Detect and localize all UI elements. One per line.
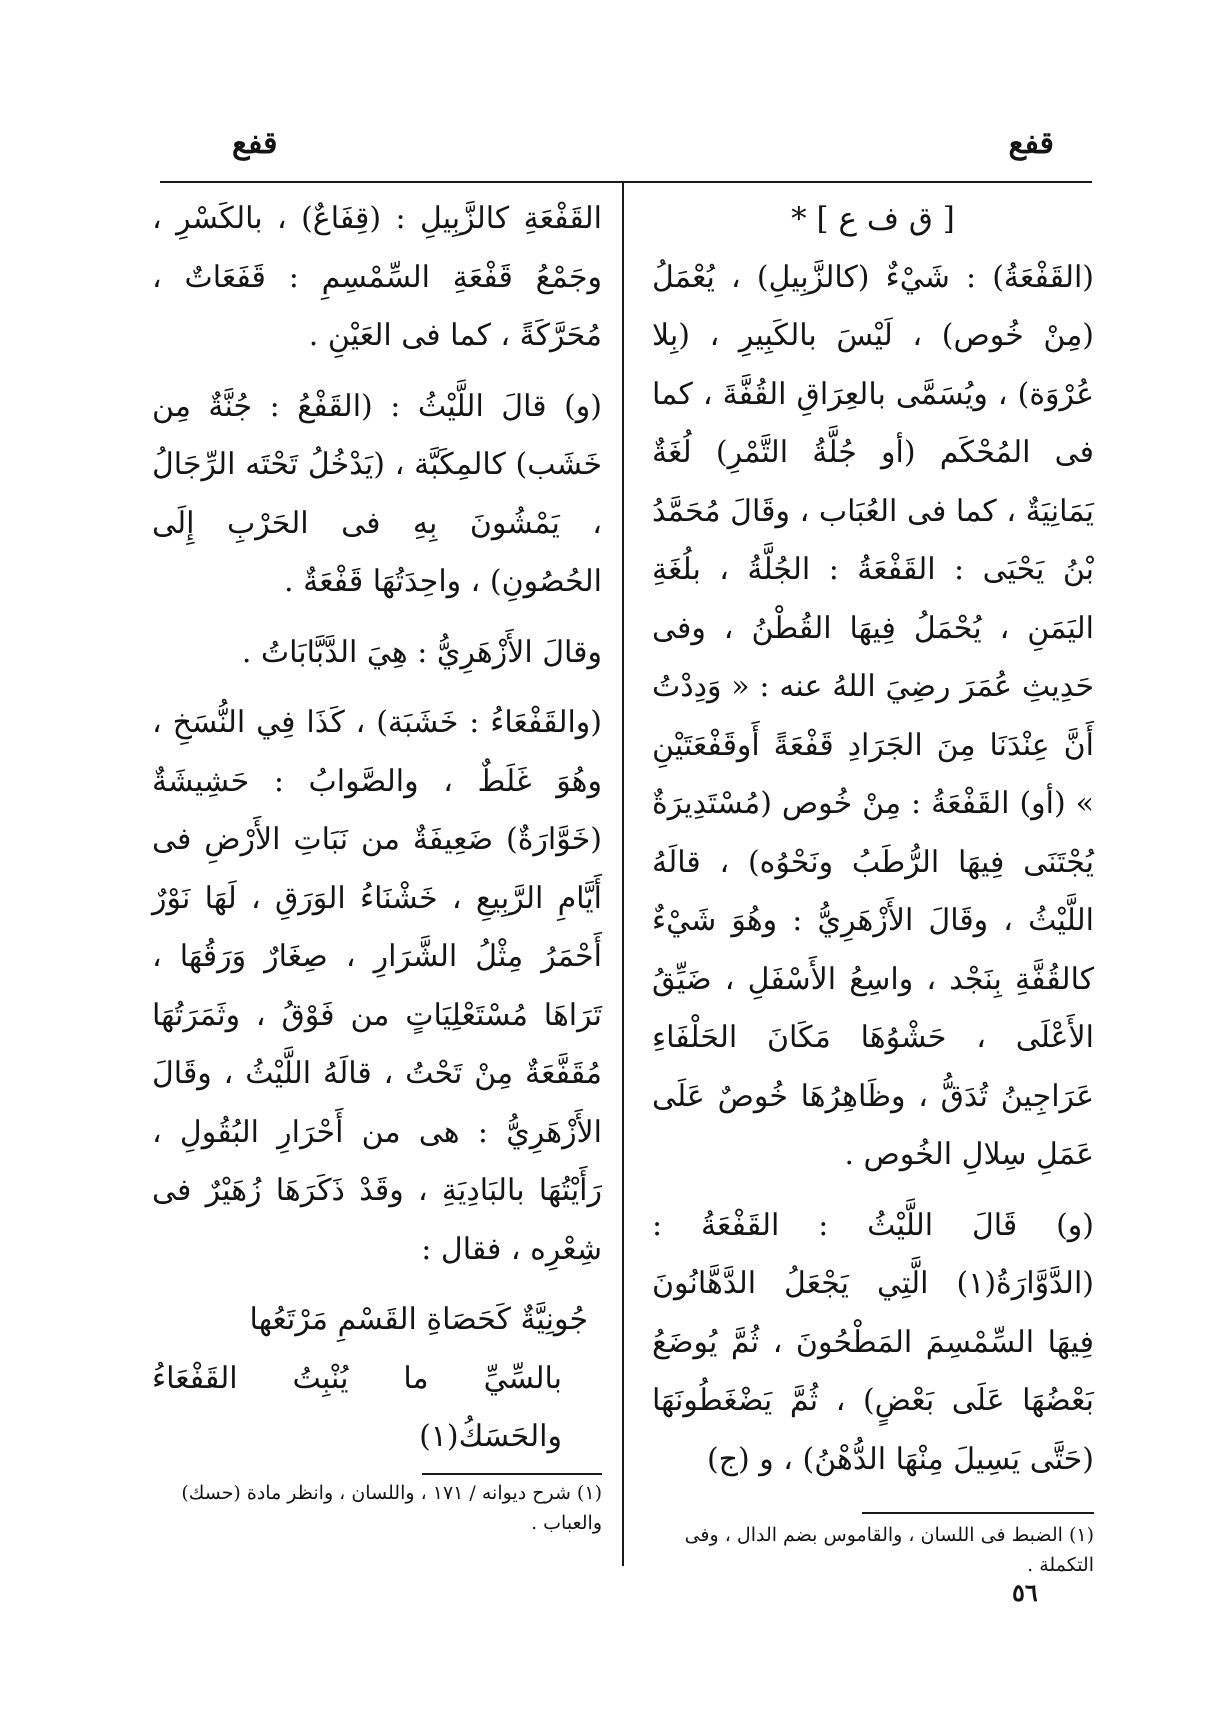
footnote-right: (١) الضبط فى اللسان ، والقاموس بضم الدال ، وفى التكملة . [684, 1524, 1094, 1576]
root-heading: [ ق ف ع ] * [791, 201, 955, 237]
entry-paragraph: (والقَفْعَاءُ : خَشَبَة) ، كَذَا فِي النُّسَخِ ، وهُوَ غَلَطٌ ، والصَّوابُ : حَشِيشَةٌ (خَوَّارَةٌ) ضَعِيفَةٌ من نَبَاتِ الأَرْضِ فى أَيَّامِ الرَّبِيعِ ، خَشْنَاءُ الوَرَقِ ، لَهَا نَوْرٌ أَحْمَرُ مِثْلُ الشَّرَارِ ، صِغَارٌ وَرَقُهَا ، تَرَاهَا مُسْتَعْلِيَاتٍ من فَوْقُ ، وثَمَرَتُهَا مُقَفَّعَةٌ مِنْ تَحْتُ ، قالَهُ اللَّيْثُ ، وقَالَ الأَزْهَرِيُّ : هى من أَحْرَارِ البُقُولِ ، رَأَيْتُهَا بالبَادِيَةِ ، وقَدْ ذَكَرَهَا زُهَيْرٌ فى شِعْرِه ، فقال : [152, 705, 602, 1267]
column-divider [622, 181, 624, 1566]
right-column [652, 190, 1094, 1501]
header-root-word-left: قفع [232, 126, 278, 161]
page-number: ٥٦ [1012, 1578, 1038, 1607]
verse-line: بالسِّيِّ ما يُنْبِتُ القَفْعَاءُ والحَسَكُ(١) [152, 1360, 562, 1454]
entry-paragraph: وقالَ الأَزْهَرِيُّ : هِيَ الدَّبَّابَاتُ . [241, 634, 602, 670]
footnote-rule-left [422, 1473, 602, 1475]
entry-paragraph: (القَفْعَةُ) : شَيْءٌ (كالزَّبِيلِ) ، يُعْمَلُ (مِنْ خُوص) ، لَيْسَ بالكَبِيرِ ، (بِلا عُرْوَة) ، ويُسَمَّى بالعِرَاقِ القُفَّةَ ، كما فى المُحْكَم (أو جُلَّةُ التَّمْرِ) لُغَةٌ يَمَانِيَةٌ ، كما فى العُبَاب ، وقَالَ مُحَمَّدُ بْنُ يَحْيَى : القَفْعَةُ : الجُلَّةُ ، بلُغَةِ اليَمَنِ ، يُحْمَلُ فِيهَا القُطْنُ ، وفى حَدِيثِ عُمَرَ رضِيَ اللهُ عنه : « وَدِدْتُ أَنَّ عِنْدَنَا مِنَ الجَرَادِ قَفْعَةً أَوقَفْعَتَيْنِ » (أو) القَفْعَةُ : مِنْ خُوص (مُسْتَدِيرَةٌ يُجْتَنَى فِيهَا الرُّطَبُ ونَحْوُه) ، قالَهُ اللَّيْثُ ، وقَالَ الأَزْهَرِيُّ : وهُوَ شَيْءٌ كالقُفَّةِ بِنَجْد ، واسِعُ الأَسْفَلِ ، ضَيِّقُ الأَعْلَى ، حَشْوُهَا مَكَانَ الحَلْفَاءِ عَرَاجِينُ تُدَقُّ ، وظَاهِرُهَا خُوصٌ عَلَى عَمَلِ سِلالِ الخُوص . [652, 259, 1094, 1172]
footnote-left: (١) شرح ديوانه / ١٧١ ، واللسان ، وانظر مادة (حسك) والعباب . [181, 1482, 602, 1534]
header-root-word-right: قفع [1008, 126, 1054, 161]
left-column [152, 190, 602, 1467]
header-rule [160, 181, 1092, 183]
verse-line: جُونِيَّةٌ كَحَصَاةِ القَسْمِ مَرْتَعُها [249, 1302, 588, 1337]
entry-paragraph: القَفْعَةِ كالزَّبِيلِ : (قِفَاعٌ) ، بالكَسْرِ ، وجَمْعُ قَفْعَةِ السِّمْسِمِ : قَفَعَاتٌ ، مُحَرَّكَةً ، كما فى العَيْنِ . [152, 201, 602, 353]
entry-paragraph: (و) قالَ اللَّيْثُ : (القَفْعُ : جُنَّةٌ مِن خَشَب) كالمِكَبَّة ، (يَدْخُلُ تَحْتَه الرِّجَالُ ، يَمْشُونَ بِهِ فى الحَرْبِ إِلَى الحُصُونِ) ، واحِدَتُهَا قَفْعَةٌ . [152, 388, 602, 599]
footnote-rule-right [862, 1512, 1094, 1514]
entry-paragraph: (و) قَالَ اللَّيْثُ : القَفْعَةُ : (الدَّوَّارَةُ(١) الَّتِي يَجْعَلُ الدَّهَّانُونَ فِيهَا السِّمْسِمَ المَطْحُونَ ، ثُمَّ يُوضَعُ بَعْضُهَا عَلَى بَعْضٍ) ، ثُمَّ يَضْغَطُونَهَا (حَتَّى يَسِيلَ مِنْهَا الدُّهْنُ) ، و (ج) [652, 1207, 1094, 1477]
